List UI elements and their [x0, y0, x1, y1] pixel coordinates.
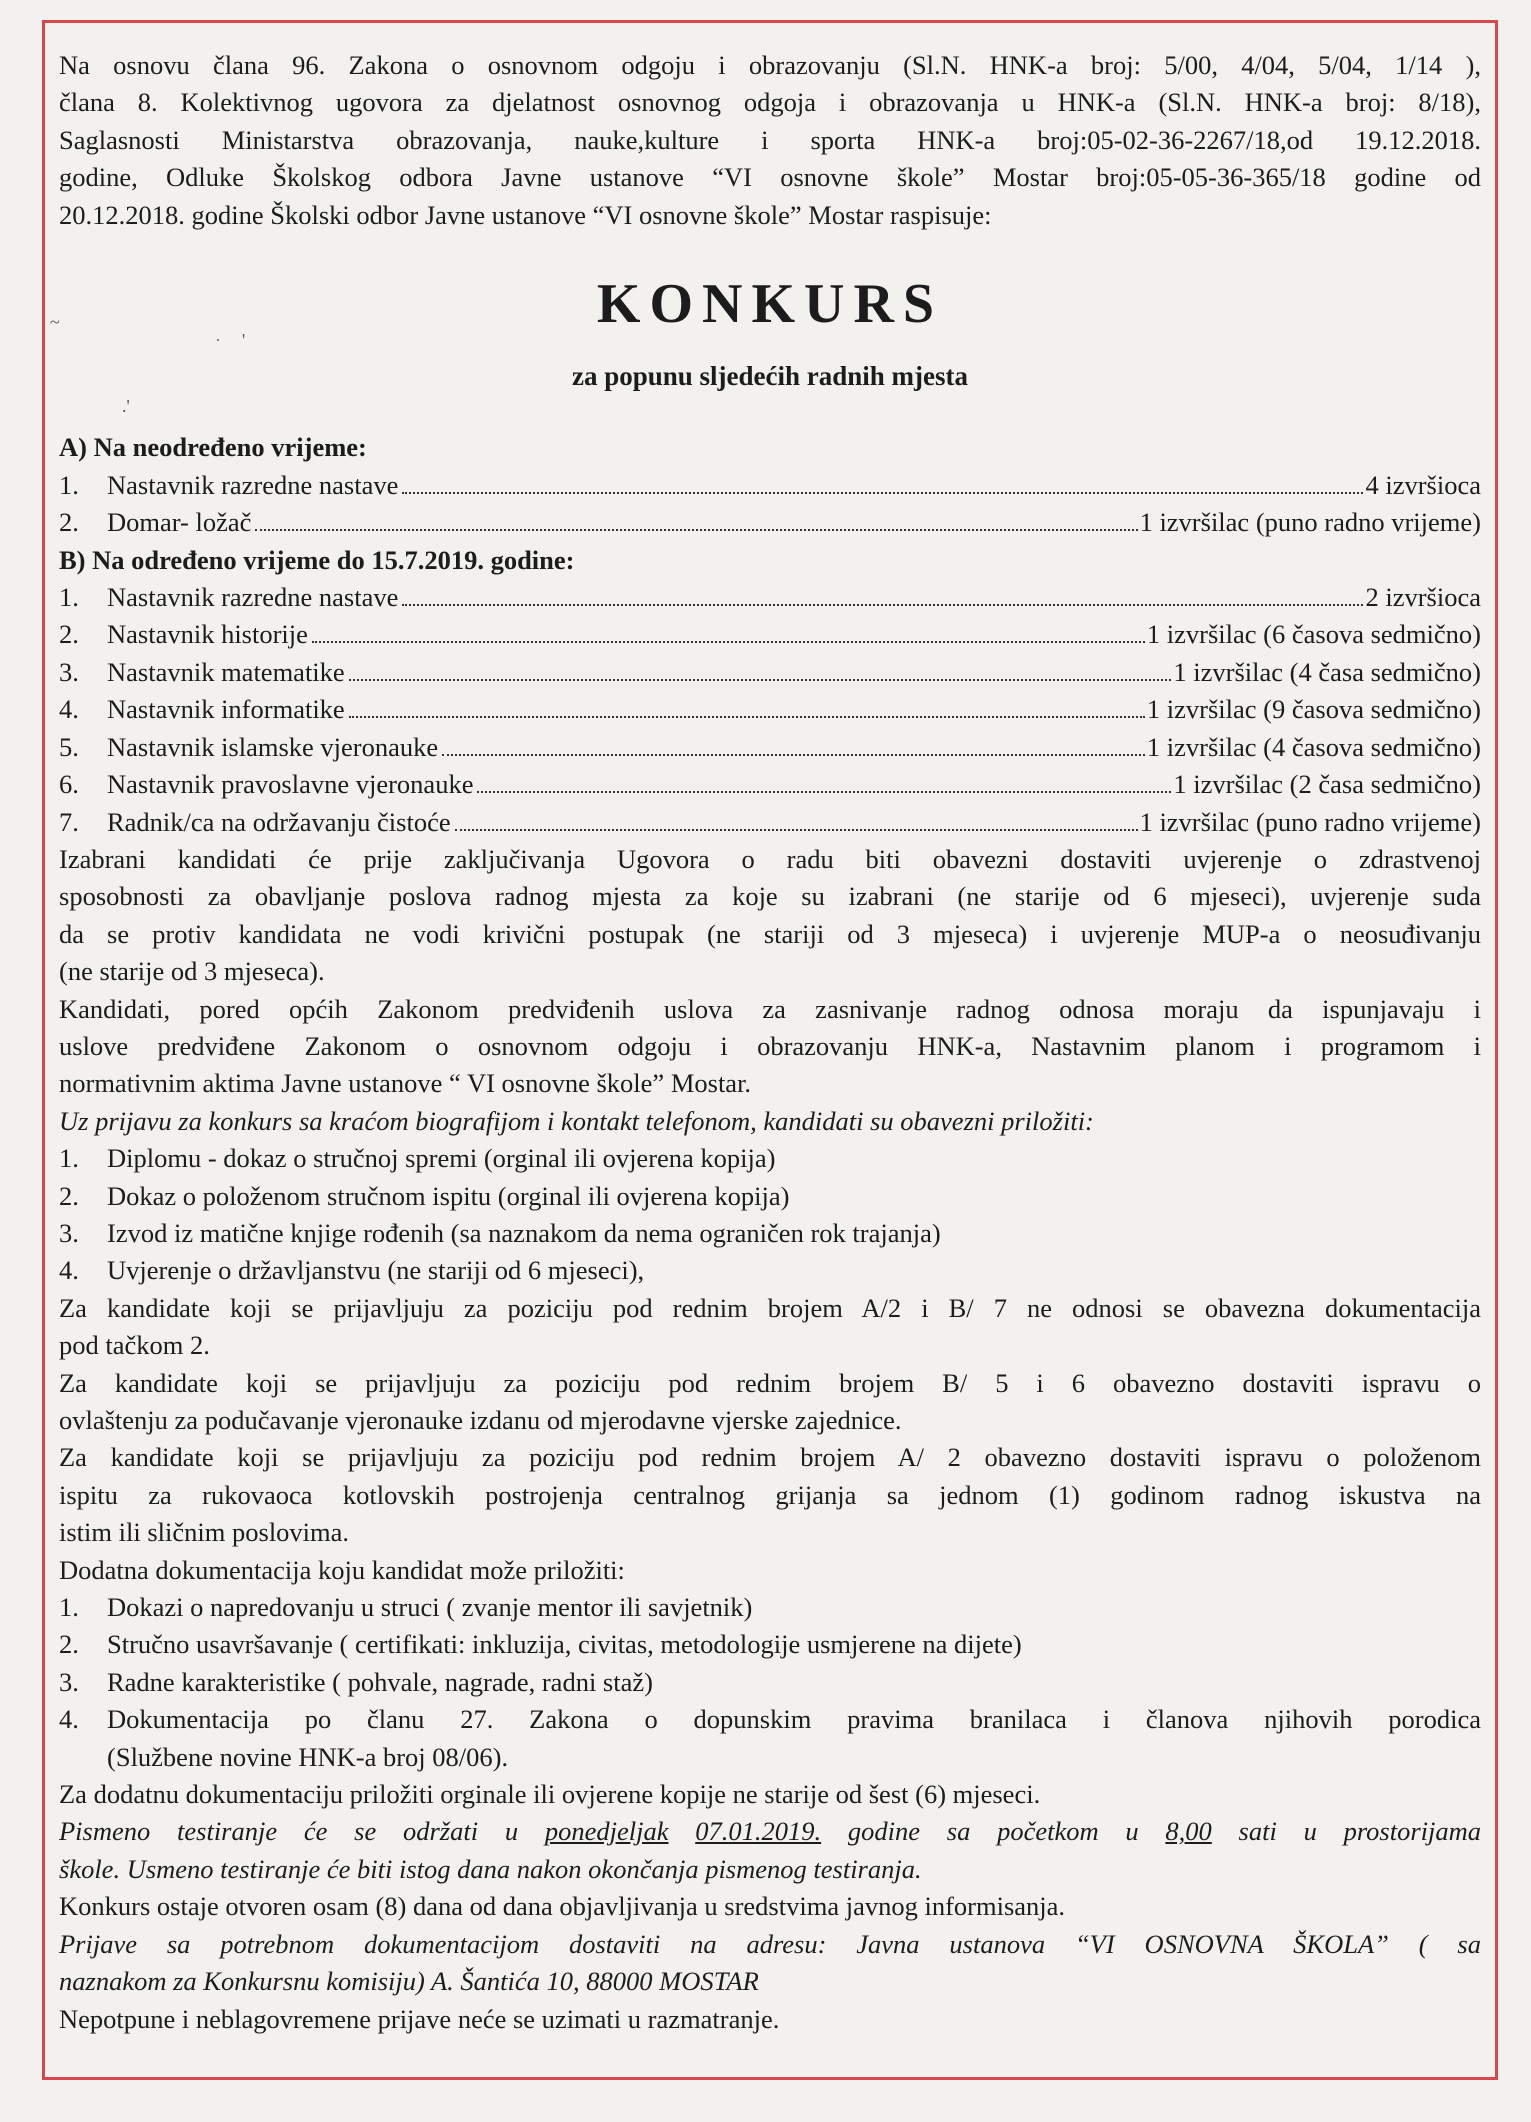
text-line: pod tačkom 2. [59, 1330, 210, 1361]
position-row [59, 616, 1481, 653]
position-detail: 1 izvršilac (4 časova sedmično) [1146, 731, 1481, 762]
list-item [59, 1701, 1481, 1776]
open-period-note: Konkurs ostaje otvoren osam (8) dana od dana objavljivanja u sredstvima javnog informisanja. [59, 1891, 1066, 1922]
position-detail: 2 izvršioca [1365, 582, 1481, 613]
text-line: ovlaštenju za podučavanje vjeronauke izdanu od mjerodavne vjerske zajednice. [59, 1405, 902, 1435]
list-item [59, 1215, 1481, 1252]
intro-paragraph [59, 47, 1481, 234]
list-item [59, 1140, 1481, 1177]
text-line: Kandidati, pored općih Zakonom predviđenih uslova za zasnivanje radnog odnosa moraju da ispunjavaju i [59, 993, 1481, 1024]
dot-leader [455, 828, 1138, 831]
list-number: 3. [59, 1666, 79, 1697]
list-number: 2. [59, 1180, 79, 1211]
scan-speck: ' [242, 330, 246, 350]
position-detail: 1 izvršilac (2 časa sedmično) [1173, 769, 1481, 800]
list-text: (Službene novine HNK-a broj 08/06). [107, 1741, 509, 1772]
position-detail: 1 izvršilac (6 časova sedmično) [1146, 619, 1481, 650]
section-b-heading: B) Na određeno vrijeme do 15.7.2019. godine: [59, 544, 575, 575]
position-name: Nastavnik historije [107, 619, 308, 650]
scan-speck: ~ [50, 312, 60, 332]
conditions-paragraph [59, 991, 1481, 1103]
list-number: 2. [59, 1629, 79, 1660]
list-text: Radne karakteristike ( pohvale, nagrade, radni staž) [107, 1666, 653, 1697]
text-line: istim ili sličnim poslovima. [59, 1517, 350, 1548]
dot-leader [312, 640, 1145, 643]
testing-text: Pismeno testiranje će se održati u [59, 1816, 545, 1847]
testing-text: godine sa početkom u [821, 1816, 1166, 1847]
section-a-heading: A) Na neodređeno vrijeme: [59, 432, 367, 463]
position-row [59, 804, 1481, 841]
list-number: 3. [59, 1217, 79, 1248]
list-item [59, 1178, 1481, 1215]
list-number: 4. [59, 1255, 79, 1286]
list-text: Dokazi o napredovanju u struci ( zvanje mentor ili savjetnik) [107, 1592, 753, 1623]
dot-leader [402, 491, 1363, 494]
notice-title: KONKURS [596, 273, 944, 336]
originals-note: Za dodatnu dokumentaciju priložiti orginale ili ovjerene kopije ne starije od šest (6) mjeseci. [59, 1779, 1041, 1810]
text-line: normativnim aktima Javne ustanove “ VI osnovne škole” Mostar. [59, 1068, 752, 1099]
note-paragraph [59, 1290, 1481, 1365]
text-line: (ne starije od 3 mjeseca). [59, 956, 325, 987]
notice-frame [42, 20, 1498, 2080]
position-number: 1. [59, 582, 79, 613]
list-number: 1. [59, 1143, 79, 1174]
testing-date: 07.01.2019. [695, 1816, 822, 1847]
list-item [59, 1626, 1481, 1663]
position-name: Radnik/ca na održavanju čistoće [107, 806, 451, 837]
position-detail: 1 izvršilac (9 časova sedmično) [1146, 694, 1481, 725]
list-item [59, 1252, 1481, 1289]
list-text: Uvjerenje o državljanstvu (ne stariji od 6 mjeseci), [107, 1255, 645, 1286]
position-row [59, 504, 1481, 541]
position-name: Nastavnik razredne nastave [107, 469, 399, 500]
intro-line: Na osnovu člana 96. Zakona o osnovnom odgoju i obrazovanju (Sl.N. HNK-a broj: 5/00, 4/04, 5/04, 1/14 ), [59, 50, 1481, 80]
testing-time: 8,00 [1165, 1816, 1212, 1847]
text-line: Za kandidate koji se prijavljuju za poziciju pod rednim brojem A/ 2 obavezno dostaviti ispravu o položenom [59, 1442, 1481, 1473]
dot-leader [349, 678, 1172, 681]
testing-text [668, 1816, 695, 1846]
position-name: Nastavnik islamske vjeronauke [107, 731, 439, 762]
position-number: 4. [59, 694, 79, 725]
text-line: Izabrani kandidati će prije zaključivanja Ugovora o radu biti obavezni dostaviti uvjerenje o zdrastvenoj [59, 843, 1481, 874]
position-row [59, 654, 1481, 691]
address-line: naznakom za Konkursnu komisiju) A. Šantića 10, 88000 MOSTAR [59, 1966, 759, 1997]
position-number: 7. [59, 806, 79, 837]
list-text: Izvod iz matične knjige rođenih (sa naznakom da nema ograničen rok trajanja) [107, 1217, 941, 1248]
position-row [59, 766, 1481, 803]
intro-line: 20.12.2018. godine Školski odbor Javne ustanove “VI osnovne škole” Mostar raspisuje: [59, 199, 992, 230]
testing-text: sati u prostorijama [1211, 1816, 1482, 1847]
documents-heading: Uz prijavu za konkurs sa kraćom biografijom i kontakt telefonom, kandidati su obavezni priložiti: [59, 1105, 1094, 1136]
list-text: Dokaz o položenom stručnom ispitu (orginal ili ovjerena kopija) [107, 1180, 790, 1211]
position-number: 2. [59, 507, 79, 538]
text-line: da se protiv kandidata ne vodi krivični postupak (ne stariji od 3 mjeseca) i uvjerenje MUP-a o neosuđivanju [59, 918, 1481, 949]
dot-leader [442, 753, 1145, 756]
scan-speck: ˙ [215, 335, 221, 355]
position-row [59, 579, 1481, 616]
position-row [59, 467, 1481, 504]
position-name: Nastavnik matematike [107, 656, 345, 687]
notice-subtitle: za popunu sljedećih radnih mjesta [571, 361, 969, 392]
text-line: uslove predviđene Zakonom o osnovnom odgoju i obrazovanju HNK-a, Nastavnim planom i programom i [59, 1030, 1481, 1061]
note-paragraph [59, 1365, 1481, 1440]
testing-line-2: škole. Usmeno testiranje će biti istog dana nakon okončanja pismenog testiranja. [59, 1853, 922, 1884]
position-name: Nastavnik informatike [107, 694, 345, 725]
final-note: Nepotpune i neblagovremene prijave neće se uzimati u razmatranje. [59, 2003, 780, 2034]
position-name: Nastavnik razredne nastave [107, 582, 399, 613]
testing-line [59, 1813, 1481, 1850]
position-number: 1. [59, 469, 79, 500]
text-line: Za kandidate koji se prijavljuju za poziciju pod rednim brojem A/2 i B/ 7 ne odnosi se obavezna dokumentacija [59, 1292, 1481, 1323]
text-line: sposobnosti za obavljanje poslova radnog mjesta za koje su izabrani (ne starije od 6 mjeseci), uvjerenje suda [59, 881, 1481, 912]
intro-line: godine, Odluke Školskog odbora Javne ustanove “VI osnovne škole” Mostar broj:05-05-36-365/18 godine od [59, 162, 1481, 193]
intro-line: člana 8. Kolektivnog ugovora za djelatnost osnovnog odgoja i obrazovanja u HNK-a (Sl.N. HNK-a broj: 8/18), [59, 87, 1481, 118]
position-number: 2. [59, 619, 79, 650]
position-detail: 1 izvršilac (puno radno vrijeme) [1139, 806, 1481, 837]
testing-day: ponedjeljak [544, 1816, 669, 1847]
additional-heading: Dodatna dokumentacija koju kandidat može priložiti: [59, 1554, 625, 1585]
position-number: 6. [59, 769, 79, 800]
list-text: Diplomu - dokaz o stručnoj spremi (orginal ili ovjerena kopija) [107, 1143, 776, 1174]
list-text-block [107, 1701, 1481, 1776]
list-item [59, 1589, 1481, 1626]
note-paragraph [59, 1439, 1481, 1551]
notice-content [59, 47, 1481, 2038]
position-detail: 4 izvršioca [1365, 469, 1481, 500]
position-number: 5. [59, 731, 79, 762]
scan-speck: .' [122, 396, 130, 416]
requirements-paragraph [59, 841, 1481, 991]
text-line: ispitu za rukovaoca kotlovskih postrojenja centralnog grijanja sa jednom (1) godinom radnog iskustva na [59, 1479, 1481, 1510]
position-row [59, 729, 1481, 766]
list-number: 4. [59, 1704, 79, 1735]
position-detail: 1 izvršilac (4 časa sedmično) [1173, 656, 1481, 687]
position-detail: 1 izvršilac (puno radno vrijeme) [1139, 507, 1481, 538]
dot-leader [477, 790, 1171, 793]
list-text: Dokumentacija po članu 27. Zakona o dopunskim pravima branilaca i članova njihovih porodica [107, 1704, 1481, 1735]
position-name: Domar- ložač [107, 507, 252, 538]
position-name: Nastavnik pravoslavne vjeronauke [107, 769, 474, 800]
position-number: 3. [59, 656, 79, 687]
list-text: Stručno usavršavanje ( certifikati: inkluzija, civitas, metodologije usmjerene na dijete) [107, 1629, 1022, 1660]
address-line: Prijave sa potrebnom dokumentacijom dostaviti na adresu: Javna ustanova “VI OSNOVNA ŠKOLA” ( sa [59, 1928, 1481, 1959]
list-item [59, 1664, 1481, 1701]
list-number: 1. [59, 1592, 79, 1623]
dot-leader [349, 715, 1145, 718]
text-line: Za kandidate koji se prijavljuju za poziciju pod rednim brojem B/ 5 i 6 obavezno dostaviti ispravu o [59, 1367, 1481, 1398]
dot-leader [402, 603, 1363, 606]
position-row [59, 691, 1481, 728]
dot-leader [255, 528, 1137, 531]
intro-line: Saglasnosti Ministarstva obrazovanja, nauke,kulture i sporta HNK-a broj:05-02-36-2267/18,od 19.12.2018. [59, 124, 1481, 155]
